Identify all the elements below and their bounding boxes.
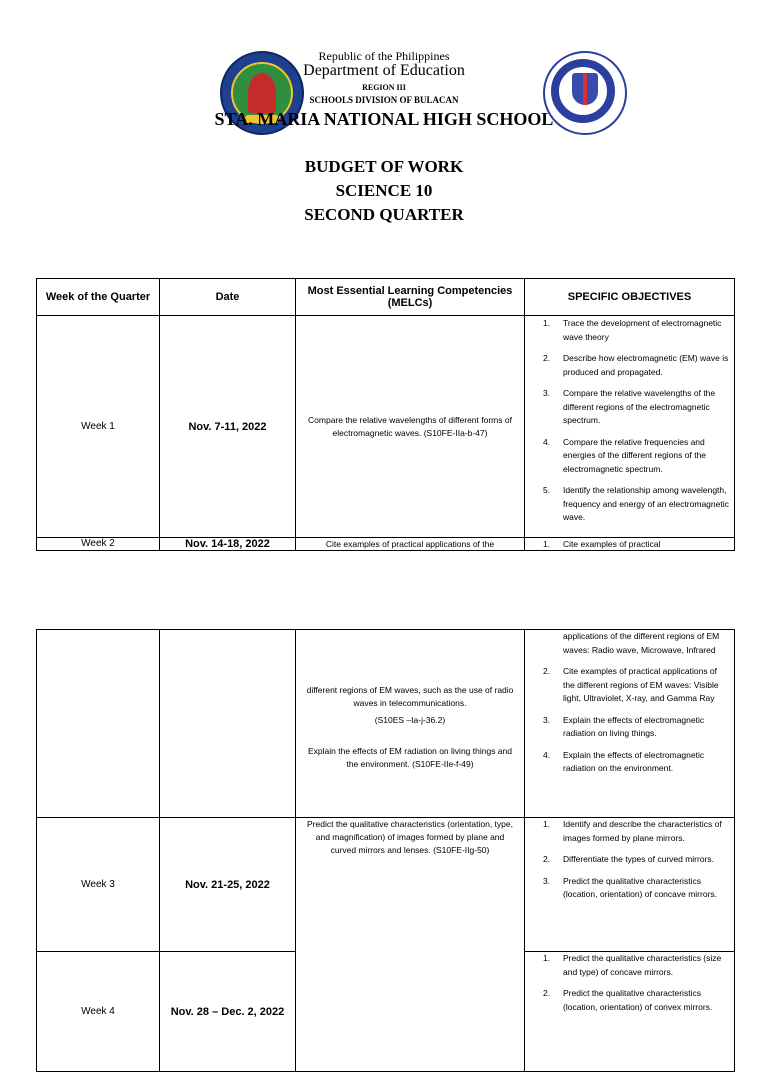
school-name: STA. MARIA NATIONAL HIGH SCHOOL (214, 109, 554, 129)
week-cell: Week 2 (37, 538, 160, 551)
department-line: Department of Education (303, 62, 465, 79)
list-item: 2. Differentiate the types of curved mirrors. (543, 854, 715, 864)
list-item: 3. Predict the qualitative characteristics (location, orientation) of concave mirrors. (543, 875, 718, 899)
objectives-list (525, 538, 734, 550)
list-item: 3. Compare the relative wavelengths of the different regions of the electromagnetic spectrum. (543, 388, 716, 425)
week-cell: Week 1 (37, 316, 160, 538)
melc-code: (S10ES –Ia-j-36.2) (374, 715, 446, 725)
header-date: Date (160, 279, 296, 316)
melc-text: Predict the qualitative characteristics (orientation, type, and magnification) of images formed by plane and curved mirrors and lenses. (S10FE-IIg-50) (307, 819, 513, 855)
week-cell (37, 630, 160, 818)
budget-table-continued (36, 629, 735, 1072)
table-header-row (37, 279, 735, 316)
objectives-list (525, 952, 734, 1014)
header-week: Week of the Quarter (37, 279, 160, 316)
table-row (37, 538, 735, 551)
week-cell: Week 3 (37, 818, 160, 952)
division-line: SCHOOLS DIVISION OF BULACAN (309, 95, 459, 105)
date-cell (160, 630, 296, 818)
list-item: applications of the different regions of EM waves: Radio wave, Microwave, Infrared (563, 631, 720, 655)
melc-cell (296, 818, 525, 1072)
quarter-title: SECOND QUARTER (304, 205, 464, 224)
list-item: 4. Compare the relative frequencies and energies of the different regions of the electromagnetic spectrum. (543, 436, 707, 474)
table-row (37, 316, 735, 538)
date-cell: Nov. 21-25, 2022 (160, 818, 296, 952)
melc-text: Explain the effects of EM radiation on living things and the environment. (S10FE-IIe-f-49) (308, 746, 512, 769)
list-item: 1. Predict the qualitative characteristics (size and type) of concave mirrors. (543, 953, 722, 977)
objectives-cell (525, 818, 735, 952)
melc-text: different regions of EM waves, such as the use of radio waves in telecommunications. (306, 685, 514, 708)
list-item: 1. Cite examples of practical (543, 539, 661, 549)
objectives-cell (525, 316, 735, 538)
list-item: 2. Cite examples of practical applications of the different regions of EM waves: Visible light, Ultraviolet, X-ray, and Gamma Ray (543, 666, 719, 703)
table-row (37, 630, 735, 818)
date-cell: Nov. 28 – Dec. 2, 2022 (160, 952, 296, 1072)
date-cell: Nov. 7-11, 2022 (160, 316, 296, 538)
date-cell: Nov. 14-18, 2022 (160, 538, 296, 551)
objectives-cell (525, 630, 735, 818)
republic-line: Republic of the Philippines (318, 49, 450, 63)
list-item: 5. Identify the relationship among wavelength, frequency and energy of an electromagnetic wave. (543, 485, 729, 522)
list-item: 4. Explain the effects of electromagnetic radiation on the environment. (543, 749, 705, 773)
objectives-cell (525, 952, 735, 1072)
melc-cell: Compare the relative wavelengths of different forms of electromagnetic waves. (S10FE-IIa-b-47) (296, 316, 525, 538)
region-line: REGION III (362, 83, 406, 92)
melc-cell (296, 630, 525, 818)
list-item: 1. Trace the development of electromagnetic wave theory (543, 318, 722, 342)
document-title: BUDGET OF WORK (304, 157, 464, 176)
week-cell: Week 4 (37, 952, 160, 1072)
header-melcs: Most Essential Learning Competencies (MELCs) (296, 279, 525, 316)
objectives-list (525, 818, 734, 902)
list-item: 2. Predict the qualitative characteristics (location, orientation) of convex mirrors. (543, 988, 713, 1012)
subject-title: SCIENCE 10 (335, 181, 433, 200)
budget-table (36, 278, 735, 551)
list-item: 3. Explain the effects of electromagnetic radiation on living things. (543, 714, 705, 738)
header-objectives: SPECIFIC OBJECTIVES (525, 279, 735, 316)
melc-cell: Cite examples of practical applications of the (296, 538, 525, 551)
list-item: 1. Identify and describe the characteristics of images formed by plane mirrors. (543, 819, 722, 843)
table-row (37, 818, 735, 952)
objectives-cell (525, 538, 735, 551)
list-item: 2. Describe how electromagnetic (EM) wave is produced and propagated. (543, 353, 729, 377)
objectives-list (525, 317, 734, 525)
objectives-list (525, 630, 734, 776)
